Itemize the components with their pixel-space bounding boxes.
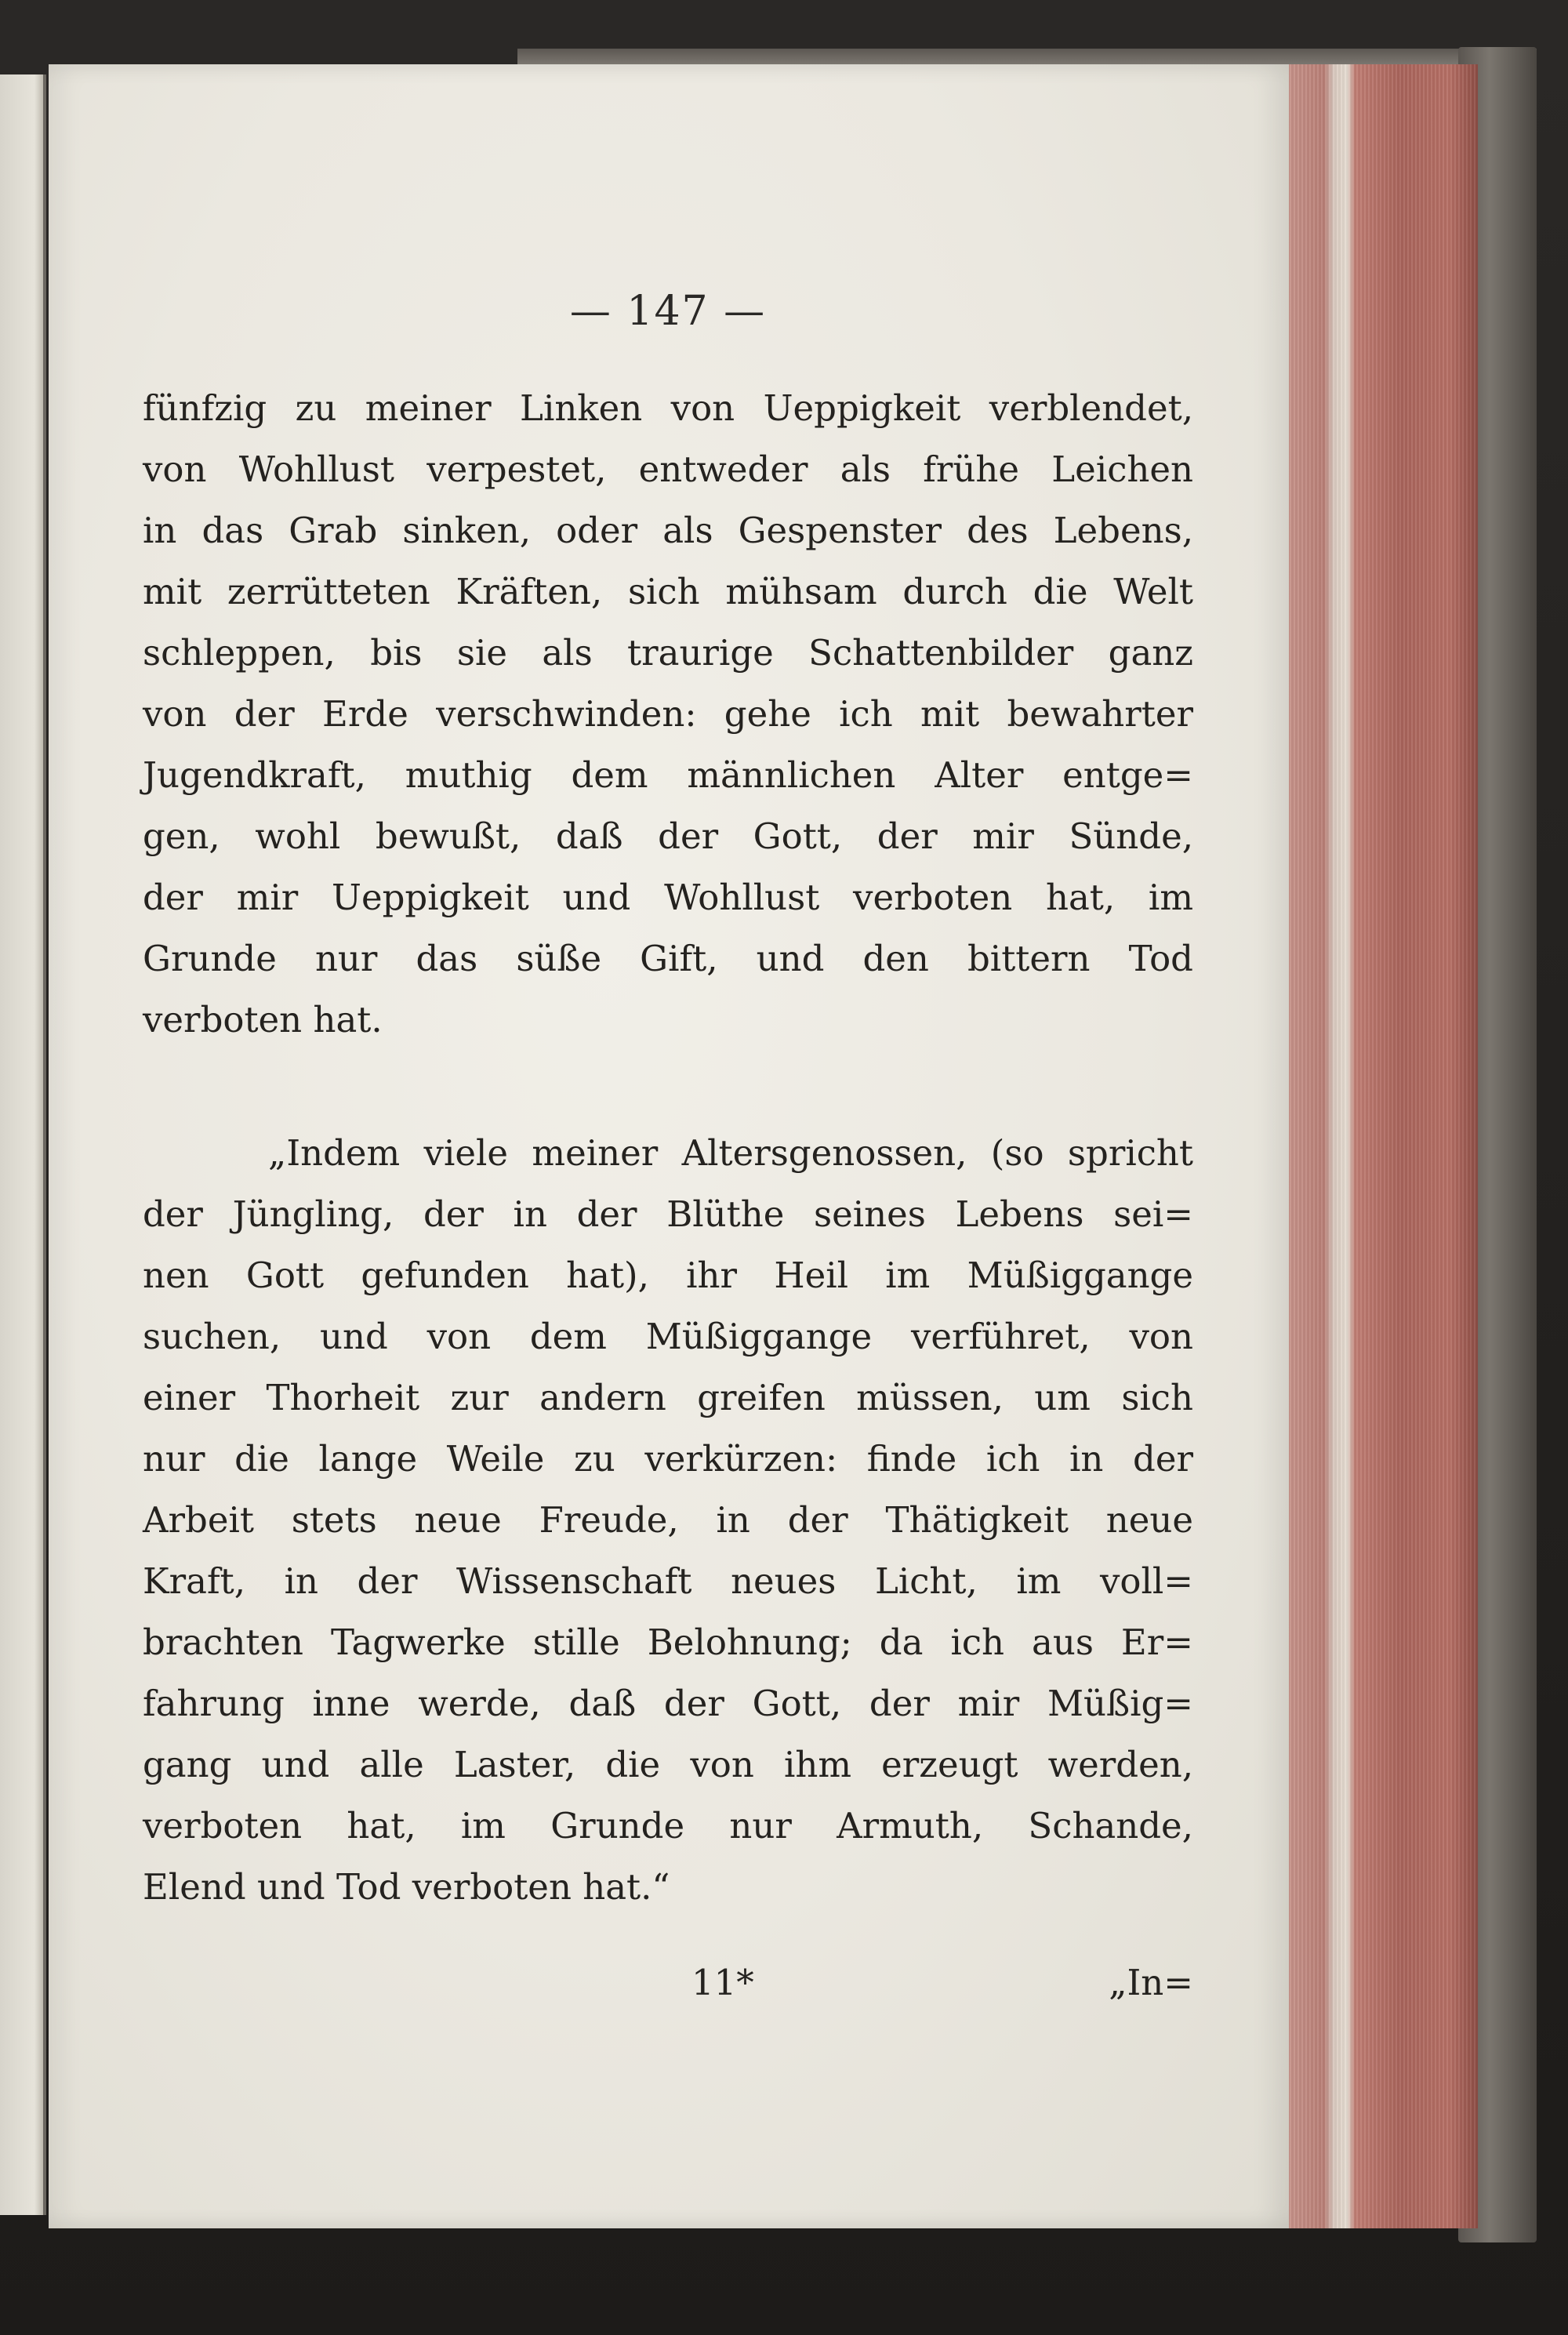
facing-page-edge [0, 74, 46, 2215]
text-line: „Indem viele meiner Altersgenossen, (so spricht [268, 1132, 1193, 1174]
text-line: gen, wohl bewußt, daß der Gott, der mir Sünde, [143, 815, 1193, 857]
signature-mark: 11* [691, 1962, 754, 2003]
text-line: Jugendkraft, muthig dem männlichen Alter entge= [143, 754, 1193, 796]
paragraph-2 [143, 1123, 1193, 1918]
text-line: gang und alle Laster, die von ihm erzeugt werden, [143, 1744, 1193, 1785]
text-line: suchen, und von dem Müßiggange verführet, von [143, 1316, 1193, 1357]
page-body [143, 378, 1193, 1918]
text-line: in das Grab sinken, oder als Gespenster des Lebens, [143, 510, 1193, 551]
page-footer [143, 1962, 1193, 2009]
book-page [49, 64, 1289, 2228]
text-line: fünfzig zu meiner Linken von Ueppigkeit verblendet, [143, 387, 1193, 429]
text-line: nen Gott gefunden hat), ihr Heil im Müßiggange [143, 1255, 1193, 1296]
text-line: schleppen, bis sie als traurige Schattenbilder ganz [143, 632, 1193, 674]
text-line: von der Erde verschwinden: gehe ich mit bewahrter [143, 693, 1193, 735]
text-line: verboten hat. [143, 999, 383, 1040]
page-number: — 147 — [569, 288, 767, 335]
text-line: der Jüngling, der in der Blüthe seines Lebens sei= [143, 1193, 1193, 1235]
text-line: einer Thorheit zur andern greifen müssen, um sich [143, 1377, 1193, 1418]
page-edges [1286, 64, 1478, 2228]
text-line: Arbeit stets neue Freude, in der Thätigkeit neue [143, 1499, 1193, 1541]
paragraph-gap [143, 1051, 1193, 1123]
text-line: der mir Ueppigkeit und Wohllust verboten hat, im [143, 877, 1193, 918]
text-line: Elend und Tod verboten hat.“ [143, 1866, 670, 1908]
catchword: „In= [1109, 1962, 1193, 2003]
paragraph-1 [143, 378, 1193, 1051]
text-line: von Wohllust verpestet, entweder als frühe Leichen [143, 448, 1193, 490]
text-line: Grunde nur das süße Gift, und den bittern Tod [143, 938, 1193, 979]
text-line: brachten Tagwerke stille Belohnung; da ich aus Er= [143, 1621, 1193, 1663]
text-line: fahrung inne werde, daß der Gott, der mir Müßig= [143, 1683, 1193, 1724]
text-line: Kraft, in der Wissenschaft neues Licht, im voll= [143, 1560, 1193, 1602]
text-line: nur die lange Weile zu verkürzen: finde ich in der [143, 1438, 1193, 1480]
text-line: mit zerrütteten Kräften, sich mühsam durch die Welt [143, 571, 1193, 612]
text-line: verboten hat, im Grunde nur Armuth, Schande, [143, 1805, 1193, 1847]
